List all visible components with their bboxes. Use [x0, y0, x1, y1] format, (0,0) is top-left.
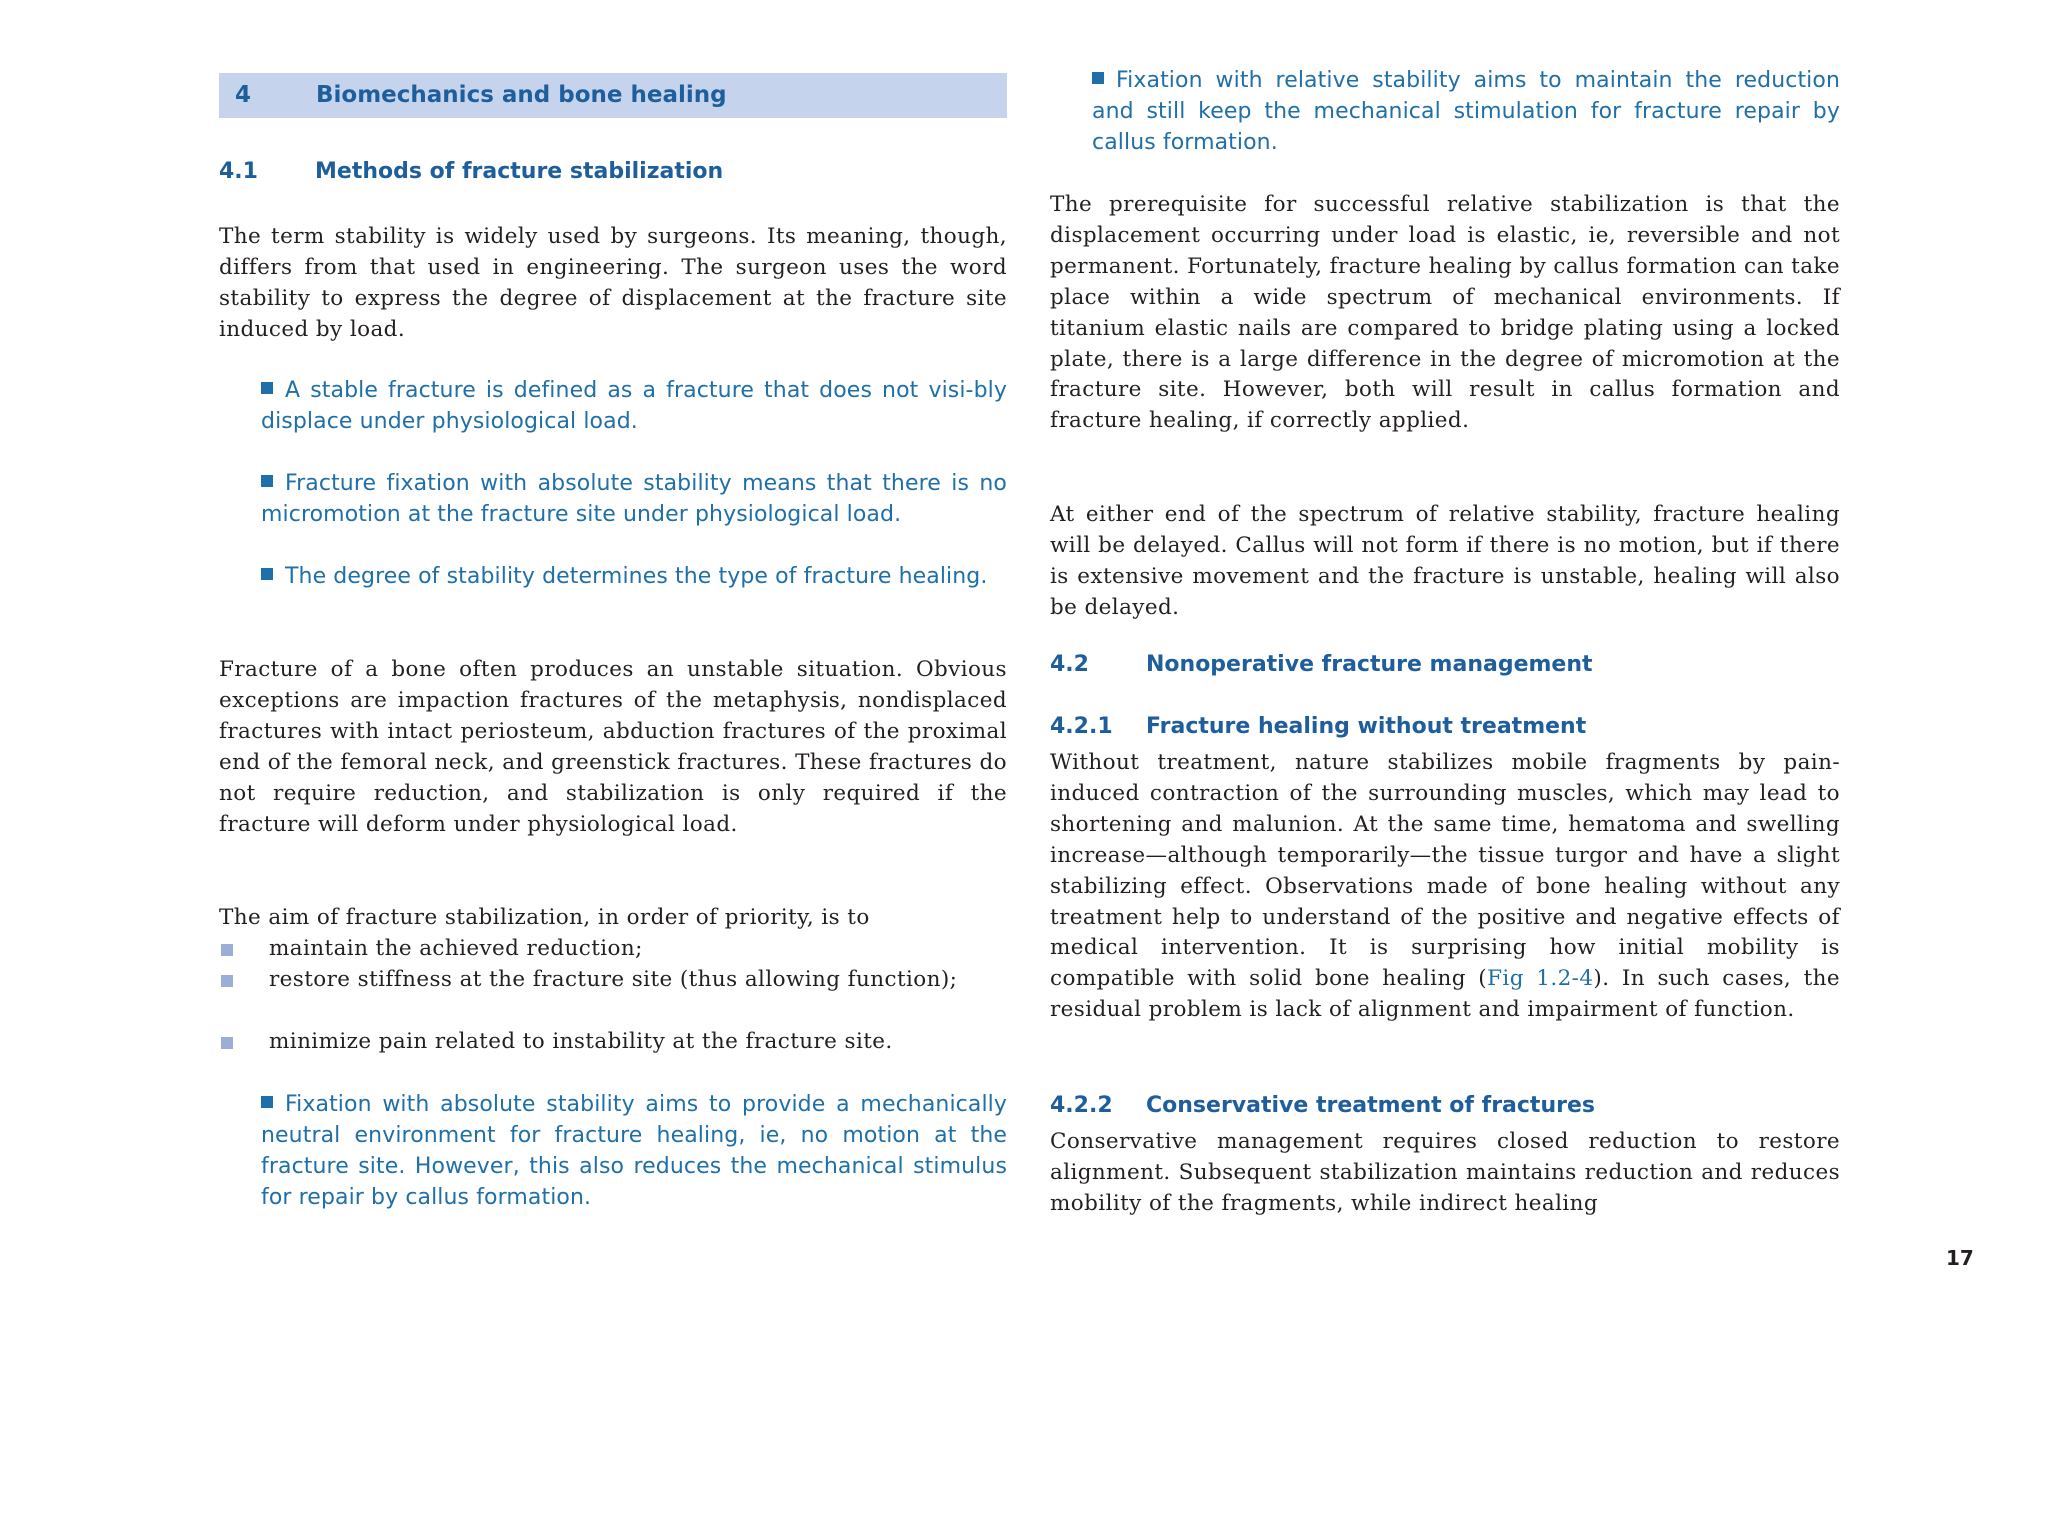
callout-absolute-stability-aims: Fixation with absolute stability aims to provide a mechanically neutral environment for fracture healing, ie, no motion at the fracture site. However, this also reduces the mechanical stimulus for repair by callus formation.: [261, 1092, 1007, 1210]
section-number: 4.2: [1050, 652, 1089, 677]
section-title: Conservative treatment of fractures: [1146, 1093, 1595, 1118]
paragraph-conservative: Conservative management requires closed reduction to restore alignment. Subsequent stabilization maintains reduction and reduces mobility of the fragments, while indirect healing: [1050, 1129, 1840, 1216]
callout-degree-of-stability: The degree of stability determines the type of fracture healing.: [261, 562, 1007, 593]
callout-relative-stability: Fixation with relative stability aims to maintain the reduction and still keep the mechanical stimulation for fracture repair by callus formation.: [1092, 68, 1840, 155]
callout-absolute-stability: Fracture fixation with absolute stability means that there is no micromotion at the fracture site under physiological load.: [261, 471, 1007, 527]
paragraph-prerequisite: The prerequisite for successful relative stabilization is that the displacement occurring under load is elastic, ie, reversible and not permanent. Fortunately, fracture healing by callus formation can take place within a wide spectrum of mechanical environments. If titanium elastic nails are compared to bridge plating using a locked plate, there is a large difference in the degree of micromotion at the fracture site. However, both will result in callus formation and fracture healing, if correctly applied.: [1050, 192, 1840, 434]
figure-reference-link[interactable]: Fig 1.2-4: [1487, 966, 1594, 992]
section-heading-4-1: [219, 157, 723, 187]
section-heading-4-2-2: [1050, 1091, 1595, 1121]
section-title: Fracture healing without treatment: [1146, 714, 1587, 739]
section-heading-4-2-1: [1050, 712, 1586, 742]
section-number: 4.1: [219, 159, 258, 184]
chapter-header: [219, 73, 1007, 118]
square-bullet-icon: [221, 1037, 233, 1049]
square-bullet-icon: [261, 475, 273, 487]
paragraph-without-treatment: Without treatment, nature stabilizes mobile fragments by pain-induced contraction of the surrounding muscles, which may lead to shortening and malunion. At the same time, hematoma and swelling increase—although temporarily—the tissue turgor and have a slight stabilizing effect. Observations made of bone healing without any treatment help to understand of the positive and negative effects of medical intervention. It is surprising how initial mobility is compatible with solid bone healing (Fig 1.2-4). In such cases, the residual problem is lack of alignment and impairment of function.: [1050, 750, 1840, 1023]
section-title: Nonoperative fracture management: [1146, 652, 1593, 677]
paragraph-unstable-situation: Fracture of a bone often produces an unstable situation. Obvious exceptions are impaction fractures of the metaphysis, nondisplaced fractures with intact periosteum, abduction fractures of the proximal end of the femoral neck, and greenstick fractures. These fractures do not require reduction, and stabilization is only required if the fracture will deform under physiological load.: [219, 657, 1007, 837]
section-number: 4.2.1: [1050, 714, 1113, 739]
square-bullet-icon: [261, 1096, 273, 1108]
square-bullet-icon: [261, 382, 273, 394]
section-number: 4.2.2: [1050, 1093, 1113, 1118]
page-number: 17: [1946, 1246, 1974, 1270]
callout-stable-fracture: A stable fracture is defined as a fracture that does not visi-bly displace under physiological load.: [261, 378, 1007, 434]
chapter-title: Biomechanics and bone healing: [316, 82, 727, 108]
square-bullet-icon: [1092, 72, 1104, 84]
chapter-number: 4: [235, 82, 252, 108]
section-title: Methods of fracture stabilization: [315, 159, 724, 184]
paragraph-spectrum: At either end of the spectrum of relative stability, fracture healing will be delayed. Callus will not form if there is no motion, but if there is extensive movement and the fracture is unstable, healing will also be delayed.: [1050, 502, 1840, 620]
paragraph-aim: The aim of fracture stabilization, in order of priority, is to: [219, 905, 870, 930]
square-bullet-icon: [221, 944, 233, 956]
paragraph-stability-term: The term stability is widely used by surgeons. Its meaning, though, differs from that used in engineering. The surgeon uses the word stability to express the degree of displacement at the fracture site induced by load.: [219, 224, 1007, 342]
section-heading-4-2: [1050, 650, 1593, 680]
square-bullet-icon: [261, 568, 273, 580]
square-bullet-icon: [221, 975, 233, 987]
